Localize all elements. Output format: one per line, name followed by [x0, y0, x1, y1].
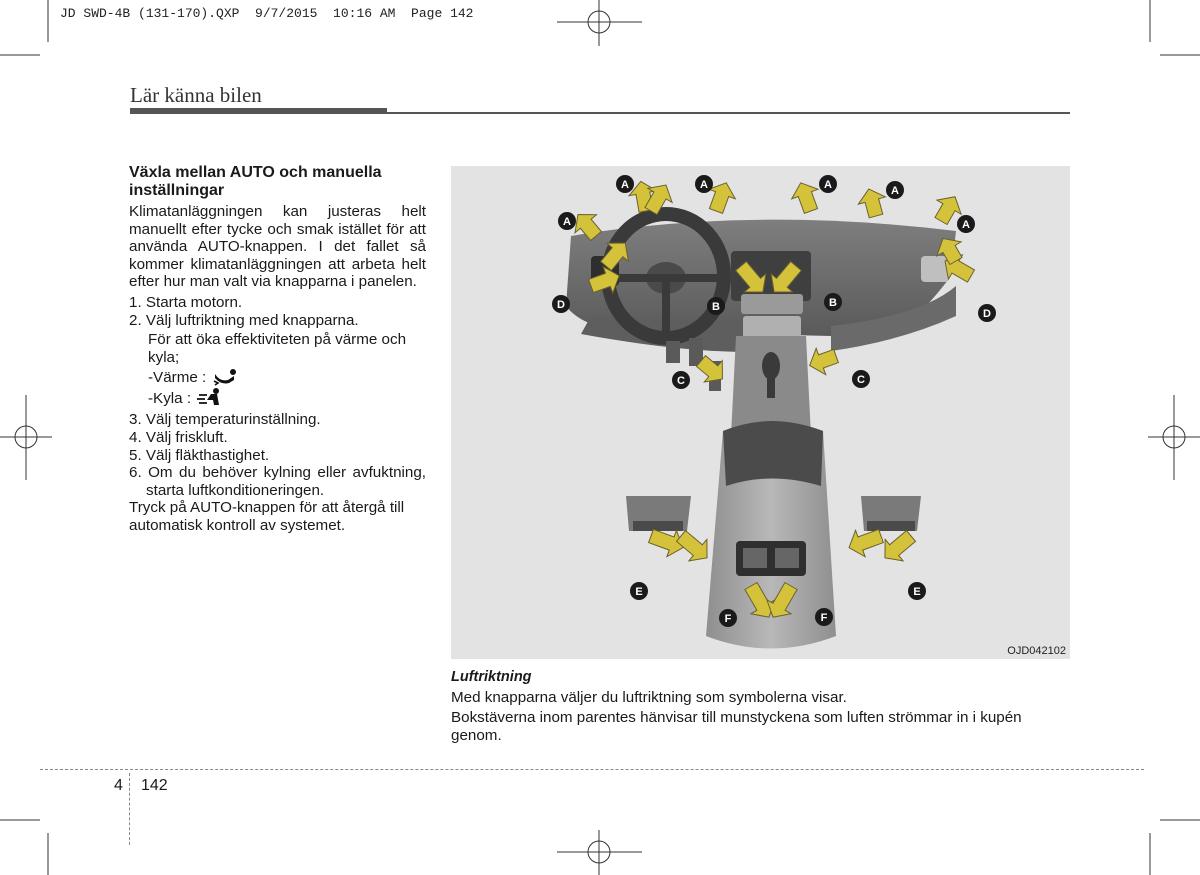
cool-line	[129, 388, 426, 408]
heat-label: -Värme :	[148, 368, 207, 386]
svg-text:A: A	[621, 179, 629, 191]
badge-a3	[819, 175, 837, 193]
badge-b1	[707, 297, 725, 315]
print-header: JD SWD-4B (131-170).QXP 9/7/2015 10:16 AM Page 142	[60, 6, 474, 21]
heading: Växla mellan AUTO och manuella inställningar	[129, 164, 382, 199]
svg-text:A: A	[891, 185, 899, 197]
svg-text:A: A	[962, 219, 970, 231]
svg-text:E: E	[913, 586, 921, 598]
badge-f1	[719, 609, 737, 627]
badge-a4	[886, 181, 904, 199]
step-5: 5. Välj fläkthastighet.	[129, 446, 270, 464]
step-6: 6. Om du behöver kylning eller avfuktning, starta luftkonditioneringen.	[129, 464, 426, 499]
badge-e2	[908, 582, 926, 600]
intro-paragraph: Klimatanläggningen kan justeras helt manuellt efter tycke och smak istället för att använda AUTO-knappen. I det fallet så kommer klimatanläggningen att arbeta helt efter hur man valt via knapparna i panelen.	[129, 203, 426, 291]
header-rule-thick	[130, 108, 387, 114]
heat-mode-icon	[212, 368, 238, 386]
air-direction-figure	[451, 166, 1070, 659]
badge-c2	[852, 370, 870, 388]
svg-text:F: F	[820, 612, 828, 624]
registration-mark-bottom	[557, 830, 642, 875]
badge-e1	[630, 582, 648, 600]
step-2-note: För att öka effektiviteten på värme och kyla;	[148, 331, 407, 366]
badge-f2	[815, 608, 833, 626]
cool-mode-icon	[197, 388, 223, 408]
svg-text:A: A	[700, 179, 708, 191]
badge-a6	[957, 215, 975, 233]
page-number: 142	[141, 777, 168, 794]
left-column	[129, 164, 426, 535]
heat-line	[129, 368, 426, 386]
step-3: 3. Välj temperaturinställning.	[129, 411, 321, 429]
gear-shifter	[762, 352, 780, 380]
section-title: Lär känna bilen	[130, 83, 262, 107]
step-4: 4. Välj friskluft.	[129, 428, 228, 446]
svg-text:B: B	[829, 297, 837, 309]
badge-c1	[672, 371, 690, 389]
registration-mark-left	[0, 395, 52, 480]
airflow-arrow	[876, 525, 920, 568]
badge-d2	[978, 304, 996, 322]
header-rule-thin	[387, 112, 1070, 114]
badge-a5	[558, 212, 576, 230]
caption-line-1: Med knapparna väljer du luftriktning som symbolerna visar.	[451, 689, 847, 706]
svg-text:D: D	[557, 299, 565, 311]
svg-text:D: D	[983, 308, 991, 320]
figure-code: OJD042102	[1007, 645, 1066, 657]
svg-text:B: B	[712, 301, 720, 313]
figure-caption	[451, 668, 1071, 747]
svg-text:A: A	[563, 216, 571, 228]
registration-mark-right	[1148, 395, 1200, 480]
badge-a2	[695, 175, 713, 193]
cool-label: -Kyla :	[148, 389, 192, 407]
badge-b2	[824, 293, 842, 311]
right-vent	[921, 256, 949, 282]
step-1: 1. Starta motorn.	[129, 293, 243, 311]
svg-text:E: E	[635, 586, 643, 598]
caption-title: Luftriktning	[451, 669, 532, 685]
badge-d1	[552, 295, 570, 313]
step-2: 2. Välj luftriktning med knapparna.	[129, 311, 359, 329]
registration-mark-top	[557, 0, 642, 46]
airflow-arrow	[855, 185, 889, 219]
caption-line-2: Bokstäverna inom parentes hänvisar till munstyckena som luften strömmar in i kupén genom.	[451, 709, 1022, 744]
svg-text:A: A	[824, 179, 832, 191]
svg-text:F: F	[724, 613, 732, 625]
outro-paragraph: Tryck på AUTO-knappen för att återgå till automatisk kontroll av systemet.	[129, 499, 405, 534]
badge-a1	[616, 175, 634, 193]
airflow-arrow	[788, 178, 825, 216]
svg-text:C: C	[677, 375, 685, 387]
footer-dashed-rule	[40, 769, 1144, 770]
svg-text:C: C	[857, 374, 865, 386]
car-interior-illustration	[451, 166, 1070, 659]
footer-vertical-dash	[129, 773, 130, 845]
chapter-number: 4	[114, 777, 123, 794]
